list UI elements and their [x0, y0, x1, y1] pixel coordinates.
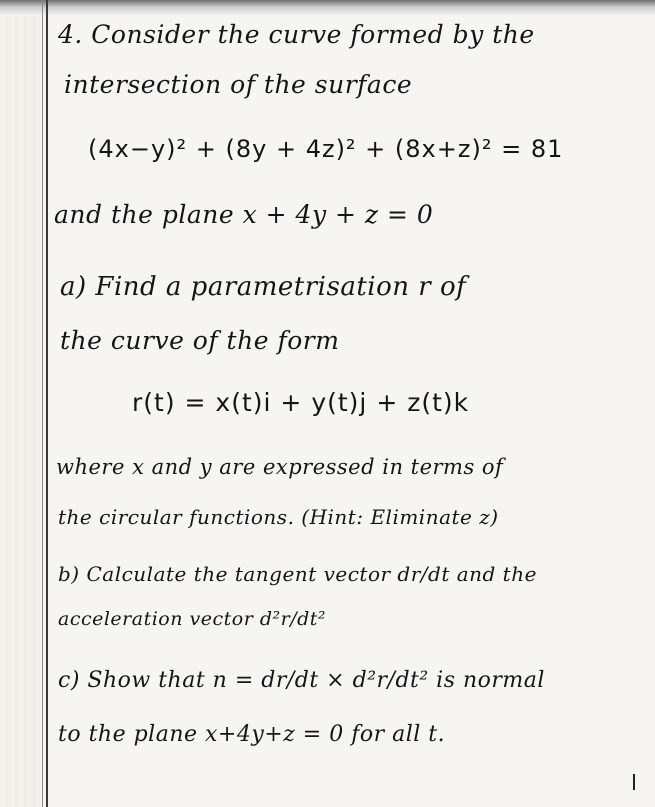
margin-line-thin: [42, 0, 43, 807]
pencil-mark: [633, 774, 635, 790]
part-a-line-2: the curve of the form: [60, 326, 340, 355]
part-b-line-2: acceleration vector d²r/dt²: [58, 608, 327, 630]
page-top-edge: [0, 0, 655, 16]
margin-line: [46, 0, 48, 807]
binding-edge: [0, 0, 40, 807]
surface-equation: (4x−y)² + (8y + 4z)² + (8x+z)² = 81: [88, 135, 564, 163]
intro-line-2: intersection of the surface: [64, 70, 413, 99]
part-c-line-1: c) Show that n = dr/dt × d²r/dt² is normal: [58, 668, 545, 693]
intro-line-1: 4. Consider the curve formed by the: [58, 20, 535, 49]
plane-line: and the plane x + 4y + z = 0: [54, 200, 434, 229]
part-a-line-1: a) Find a parametrisation r of: [60, 272, 467, 302]
part-a-line-3: where x and y are expressed in terms of: [56, 455, 504, 479]
part-c-line-2: to the plane x+4y+z = 0 for all t.: [58, 722, 446, 747]
part-a-line-4: the circular functions. (Hint: Eliminate z): [58, 505, 499, 529]
part-a-form: r(t) = x(t)i + y(t)j + z(t)k: [132, 388, 470, 417]
part-b-line-1: b) Calculate the tangent vector dr/dt and the: [58, 562, 537, 586]
